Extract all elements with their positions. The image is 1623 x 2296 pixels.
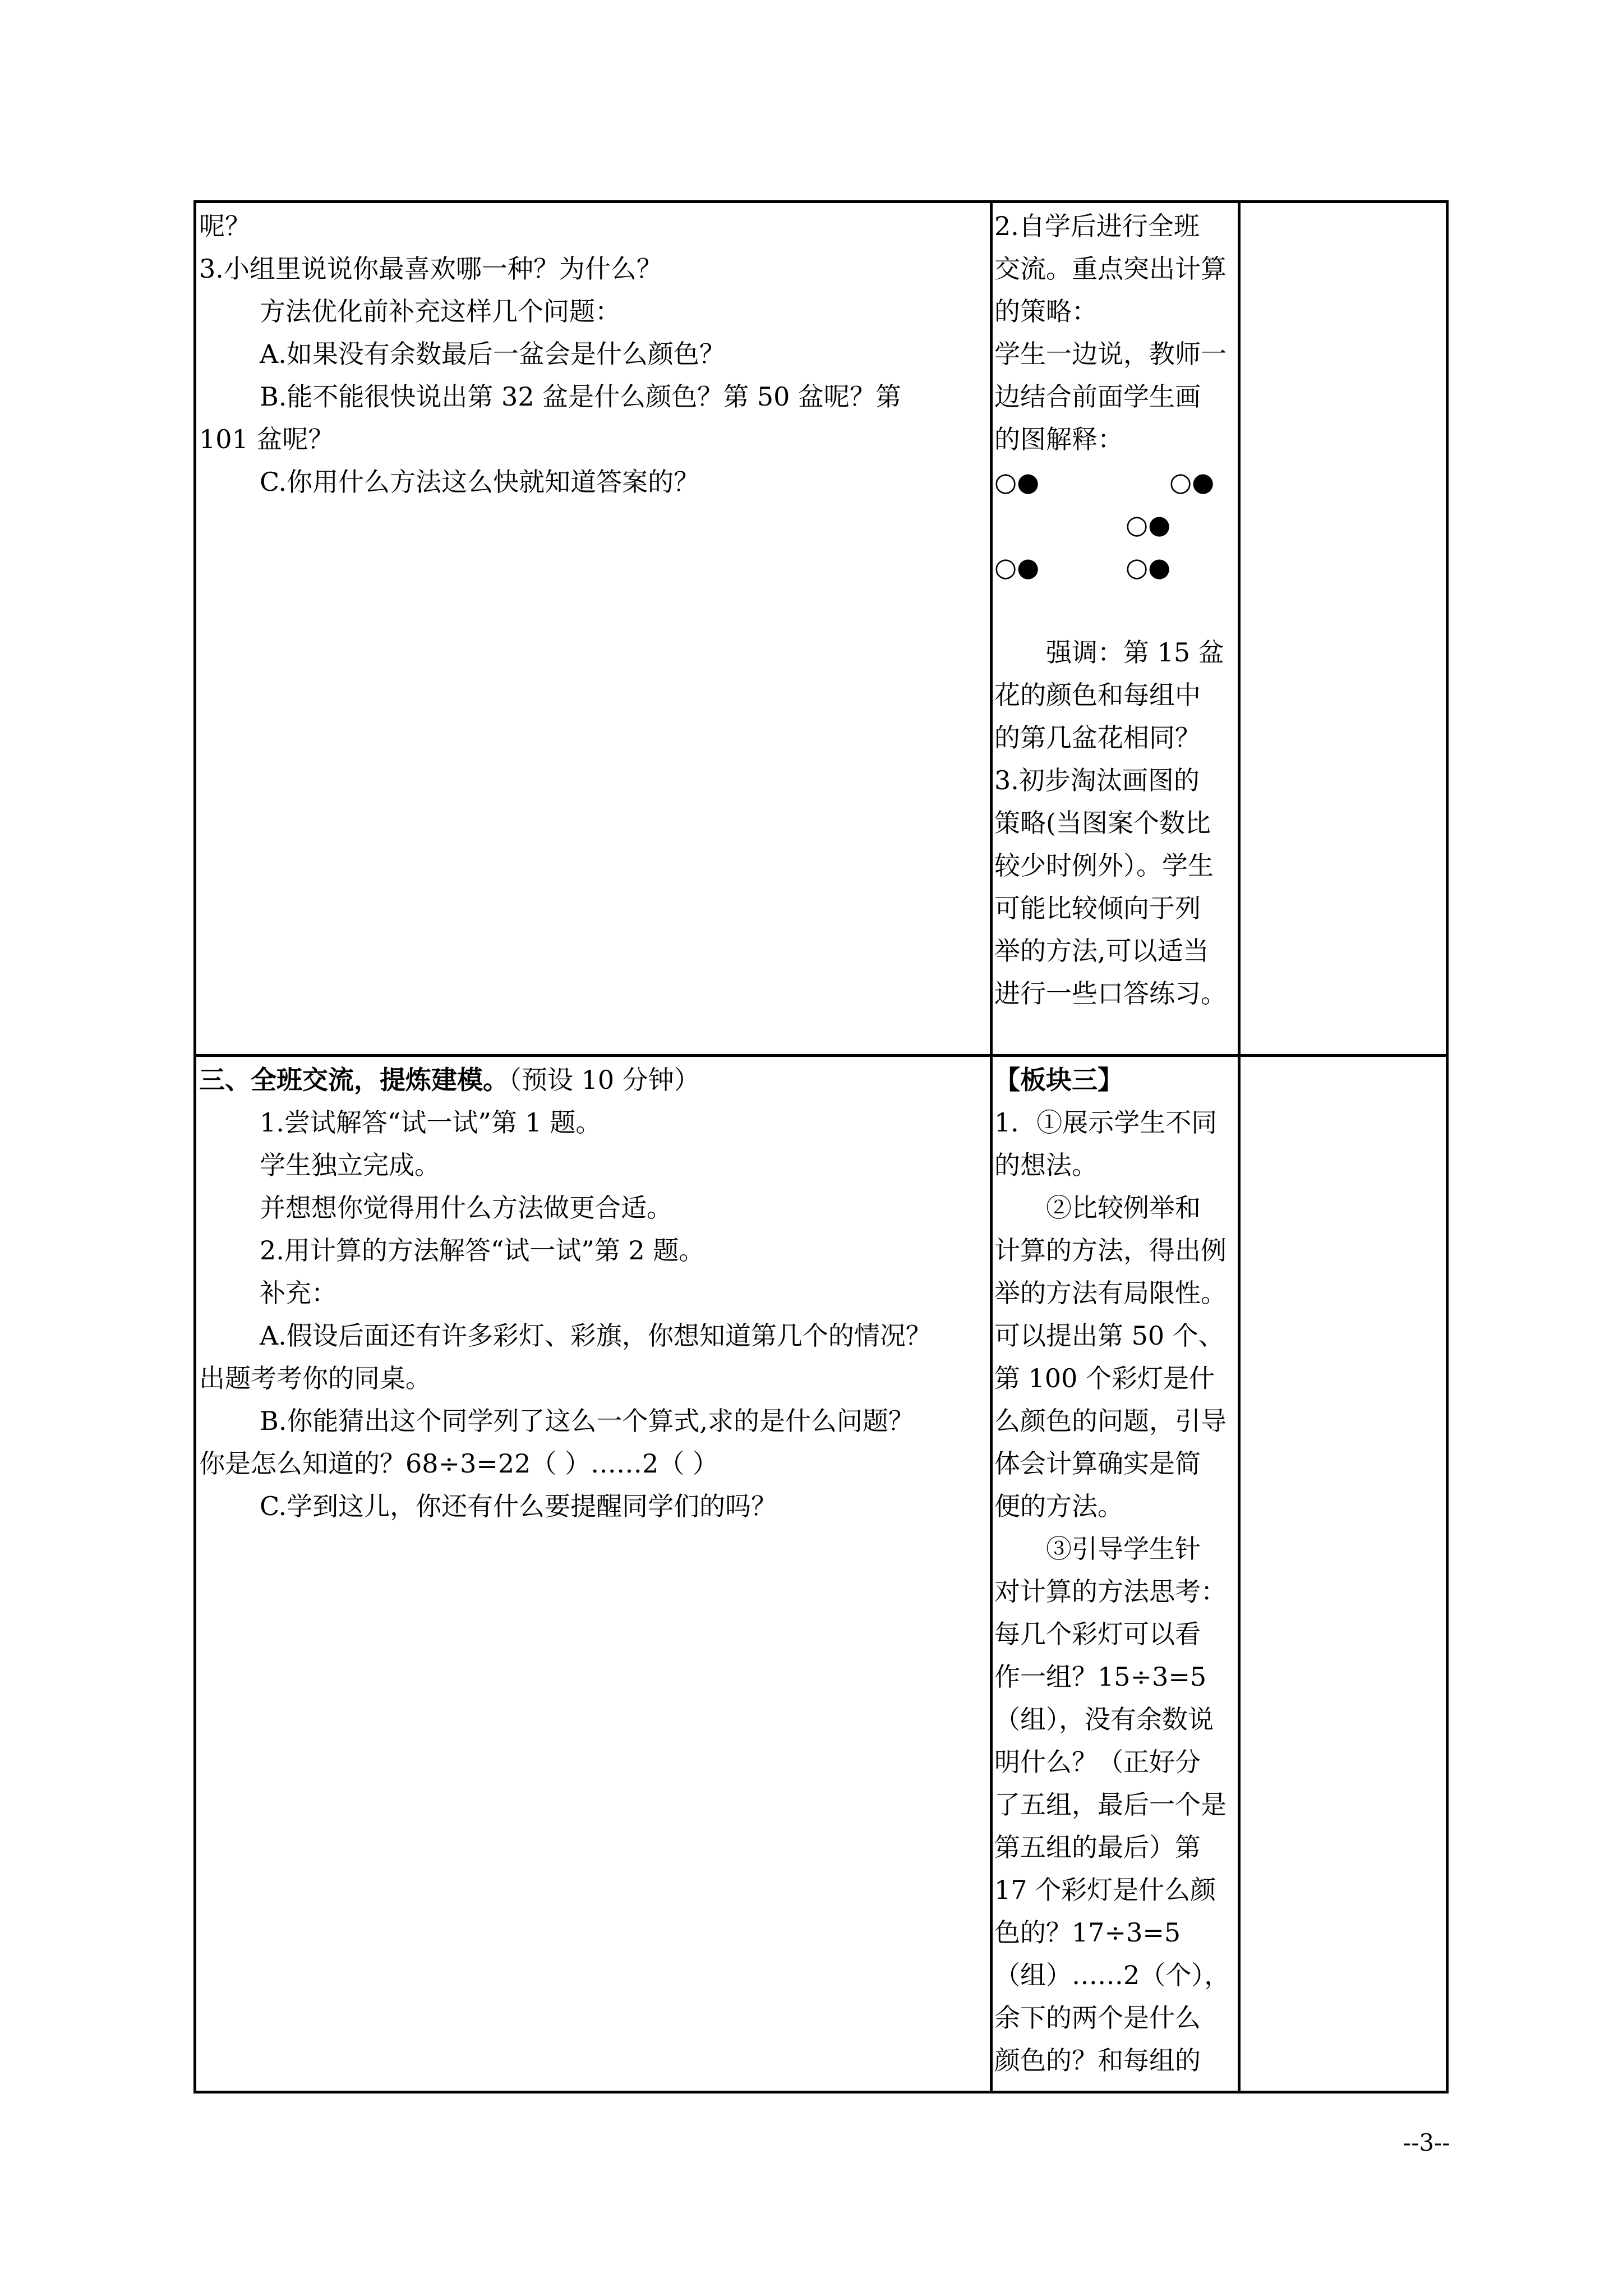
row2-notes-cell: [994, 1059, 1237, 2088]
text-line: 第 100 个彩灯是什: [994, 1363, 1215, 1393]
flower-pair: ○●: [994, 552, 1040, 582]
text-line: ③引导学生针: [1046, 1534, 1201, 1564]
text-line: A.如果没有余数最后一盆会是什么颜色？: [260, 339, 725, 369]
row2-activity-cell: [199, 1059, 987, 2088]
text-line: 余下的两个是什么: [994, 2003, 1201, 2033]
flower-pair: ○●: [1169, 467, 1215, 497]
text-line: 举的方法,可以适当: [994, 936, 1209, 966]
text-line: 第五组的最后）第: [994, 1832, 1201, 1862]
row1-notes-cell: [994, 205, 1237, 1052]
section-tag: 【板块三】: [994, 1065, 1123, 1095]
section-heading: 三、全班交流，提炼建模。（预设 10 分钟）: [199, 1065, 700, 1095]
row1-activity-cell: [199, 205, 987, 1052]
table-border-top: [193, 200, 1449, 203]
text-line: 对计算的方法思考：: [994, 1576, 1227, 1607]
page-number: --3--: [1403, 2129, 1450, 2156]
text-line: 颜色的？和每组的: [994, 2045, 1201, 2076]
text-line: 便的方法。: [994, 1491, 1123, 1521]
flower-pair: ○●: [1126, 509, 1171, 540]
text-line: 么颜色的问题，引导: [994, 1406, 1227, 1436]
text-line: 了五组，最后一个是: [994, 1789, 1227, 1820]
flower-pair: ○●: [994, 467, 1040, 497]
text-line: 的策略：: [994, 296, 1098, 326]
text-line: 1.尝试解答“试一试”第 1 题。: [260, 1107, 602, 1138]
text-line: 策略(当图案个数比: [994, 808, 1211, 838]
text-line: 的想法。: [994, 1150, 1098, 1180]
text-line: 作一组？15÷3=5: [994, 1662, 1207, 1692]
row-divider: [193, 1054, 1449, 1057]
flower-pair: ○●: [1126, 552, 1171, 582]
lesson-plan-table: [193, 200, 1449, 2093]
table-border-right: [1446, 200, 1449, 2093]
text-line: 你是怎么知道的？68÷3=22（ ）……2（ ）: [199, 1448, 718, 1479]
text-line: 2.用计算的方法解答“试一试”第 2 题。: [260, 1235, 705, 1266]
text-line: 计算的方法，得出例: [994, 1235, 1227, 1266]
text-line: 进行一些口答练习。: [994, 978, 1227, 1009]
text-line: 的第几盆花相同？: [994, 723, 1201, 753]
text-line: 可能比较倾向于列: [994, 893, 1201, 923]
text-line: B.能不能很快说出第 32 盆是什么颜色？第 50 盆呢？第: [260, 381, 901, 412]
text-line: 并想想你觉得用什么方法做更合适。: [260, 1193, 672, 1223]
text-line: 强调：第 15 盆: [1046, 637, 1224, 668]
text-line: 学生独立完成。: [260, 1150, 440, 1180]
text-line: C.你用什么方法这么快就知道答案的？: [260, 467, 700, 497]
text-line: 学生一边说，教师一: [994, 339, 1227, 369]
text-line: 花的颜色和每组中: [994, 680, 1201, 710]
text-line: 可以提出第 50 个、: [994, 1320, 1224, 1351]
text-line: 2.自学后进行全班: [994, 211, 1200, 241]
text-line: B.你能猜出这个同学列了这么一个算式,求的是什么问题？: [260, 1406, 915, 1436]
text-line: 1．①展示学生不同: [994, 1107, 1218, 1138]
text-line: 较少时例外）。学生: [994, 850, 1214, 881]
text-line: 举的方法有局限性。: [994, 1278, 1227, 1308]
text-line: 3.小组里说说你最喜欢哪一种？为什么？: [199, 254, 662, 284]
text-line: 边结合前面学生画: [994, 381, 1201, 412]
text-line: 补充：: [260, 1278, 337, 1308]
text-line: 每几个彩灯可以看: [994, 1619, 1201, 1649]
column-divider-1: [990, 200, 993, 2093]
text-line: （组），没有余数说: [994, 1704, 1214, 1734]
text-line: 101 盆呢？: [199, 424, 334, 454]
text-line: 色的？17÷3=5: [994, 1917, 1181, 1948]
text-line: 出题考考你的同桌。: [199, 1363, 431, 1393]
text-line: 3.初步淘汰画图的: [994, 765, 1200, 795]
text-line: 17 个彩灯是什么颜: [994, 1875, 1216, 1905]
text-line: 体会计算确实是简: [994, 1448, 1201, 1479]
text-line: C.学到这儿，你还有什么要提醒同学们的吗？: [260, 1491, 777, 1521]
text-line: （组）……2（个），: [994, 1960, 1230, 1990]
text-line: ②比较例举和: [1046, 1193, 1201, 1223]
text-line: 明什么？（正好分: [994, 1747, 1201, 1777]
column-divider-2: [1238, 200, 1241, 2093]
text-line: 呢？: [199, 211, 251, 241]
text-line: A.假设后面还有许多彩灯、彩旗，你想知道第几个的情况？: [260, 1320, 932, 1351]
flower-pot-diagram: [994, 461, 1237, 631]
text-line: 的图解释：: [994, 424, 1123, 454]
table-border-left: [193, 200, 196, 2093]
table-border-bottom: [193, 2091, 1449, 2093]
text-line: 交流。重点突出计算: [994, 254, 1227, 284]
text-line: 方法优化前补充这样几个问题：: [260, 296, 621, 326]
